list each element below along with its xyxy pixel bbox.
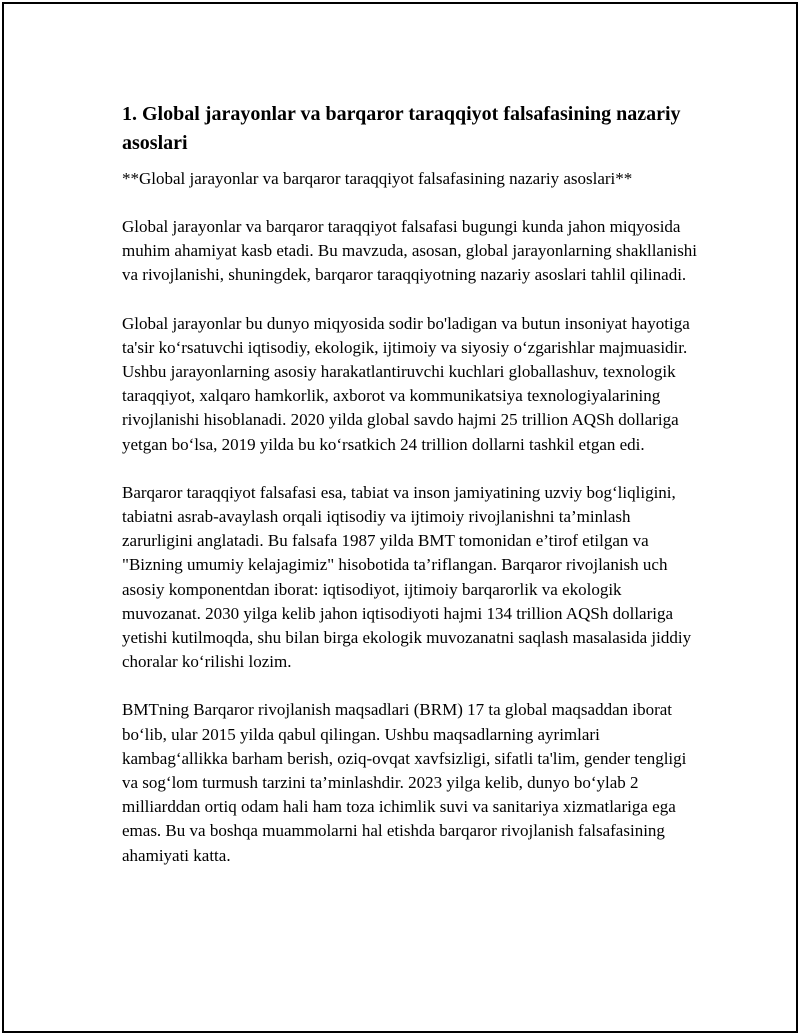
document-subtitle: **Global jarayonlar va barqaror taraqqiyot falsafasining nazariy asoslari** — [122, 169, 633, 188]
paragraph-sustainable-development: Barqaror taraqqiyot falsafasi esa, tabiat va inson jamiyatining uzviy bog‘liqligini, tabiatni asrab-avaylash orqali iqtisodiy va ijtimoiy rivojlanishni ta’minlash zarurligini anglatadi. Bu falsafa 1987 yilda BMT tomonidan e’tirof etilgan va "Bizning umumiy kelajagimiz" hisobotida ta’riflangan. Barqaror rivojlanish uch asosiy komponentdan iborat: iqtisodiyot, ijtimoiy barqarorlik va ekologik muvozanat. 2030 yilga kelib jahon iqtisodiyoti hajmi 134 trillion AQSh dollariga yetishi kutilmoqda, shu bilan birga ekologik muvozanatni saqlash masalasida jiddiy choralar ko‘rilishi lozim. — [122, 482, 692, 672]
document-page — [2, 2, 798, 1033]
paragraph-global-processes: Global jarayonlar bu dunyo miqyosida sodir bo'ladigan va butun insoniyat hayotiga ta'sir ko‘rsatuvchi iqtisodiy, ekologik, ijtimoiy va siyosiy o‘zgarishlar majmuasidir. Ushbu jarayonlarning asosiy harakatlantiruvchi kuchlari globallashuv, texnologik taraqqiyot, xalqaro hamkorlik, axborot va kommunikatsiya texnologiyalarining rivojlanishi hisoblanadi. 2020 yilda global savdo hajmi 25 trillion AQSh dollariga yetgan bo‘lsa, 2019 yilda bu ko‘rsatkich 24 trillion dollarni tashkil etgan edi. — [122, 313, 690, 454]
page-title: 1. Global jarayonlar va barqaror taraqqiyot falsafasining nazariy asoslari — [122, 103, 681, 154]
paragraph-sdg-goals: BMTning Barqaror rivojlanish maqsadlari (BRM) 17 ta global maqsaddan iborat bo‘lib, ular 2015 yilda qabul qilingan. Ushbu maqsadlarning ayrimlari kambag‘allikka barham berish, oziq-ovqat xavfsizligi, sifatli ta'lim, gender tengligi va sog‘lom turmush tarzini ta’minlashdir. 2023 yilga kelib, dunyo bo‘ylab 2 milliarddan ortiq odam hali ham toza ichimlik suvi va sanitariya xizmatlariga ega emas. Bu va boshqa muammolarni hal etishda barqaror rivojlanish falsafasining ahamiyati katta. — [122, 700, 687, 865]
paragraph-intro: Global jarayonlar va barqaror taraqqiyot falsafasi bugungi kunda jahon miqyosida muhim ahamiyat kasb etadi. Bu mavzuda, asosan, global jarayonlarning shakllanishi va rivojlanishi, shuningdek, barqaror taraqqiyotning nazariy asoslari tahlil qilinadi. — [122, 217, 698, 285]
document-body — [122, 100, 702, 868]
